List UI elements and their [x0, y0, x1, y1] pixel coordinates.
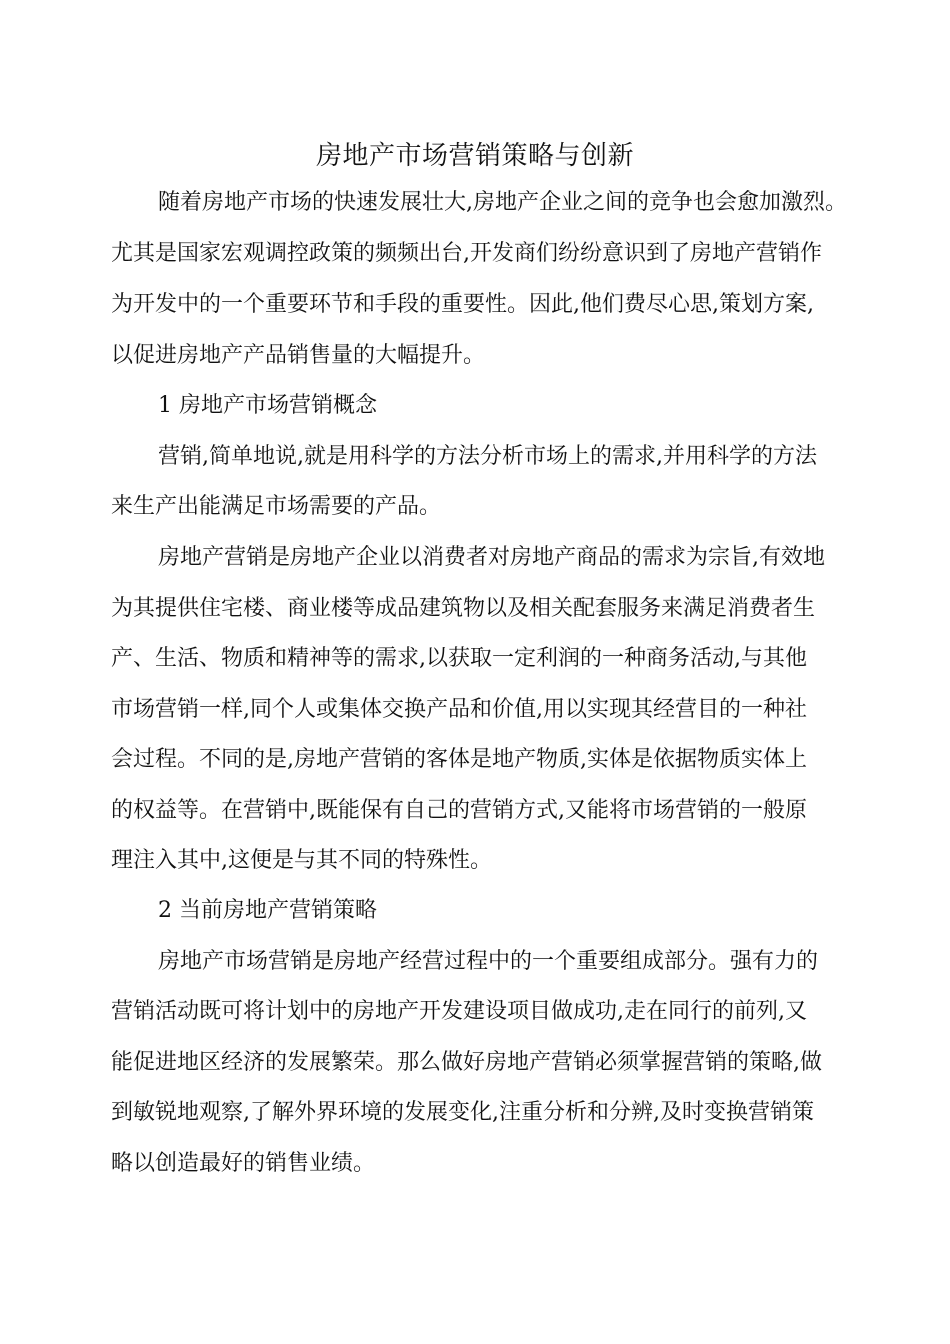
paragraph-1-line-2: 尤其是国家宏观调控政策的频频出台,开发商们纷纷意识到了房地产营销作: [111, 241, 822, 266]
section-heading-2: 2 当前房地产营销策略: [158, 898, 377, 923]
paragraph-1-line-4: 以促进房地产产品销售量的大幅提升。: [111, 343, 486, 368]
paragraph-3-line-5: 会过程。不同的是,房地产营销的客体是地产物质,实体是依据物质实体上: [111, 747, 807, 772]
paragraph-4-line-5: 略以创造最好的销售业绩。: [111, 1151, 376, 1176]
paragraph-3-line-1: 房地产营销是房地产企业以消费者对房地产商品的需求为宗旨,有效地: [158, 545, 825, 570]
paragraph-3-line-4: 市场营销一样,同个人或集体交换产品和价值,用以实现其经营目的一种社: [111, 697, 807, 722]
paragraph-4-line-3: 能促进地区经济的发展繁荣。那么做好房地产营销必须掌握营销的策略,做: [111, 1050, 822, 1075]
paragraph-3-line-2: 为其提供住宅楼、商业楼等成品建筑物以及相关配套服务来满足消费者生: [111, 596, 816, 621]
paragraph-4-line-1: 房地产市场营销是房地产经营过程中的一个重要组成部分。强有力的: [158, 949, 819, 974]
section-heading-1: 1 房地产市场营销概念: [158, 393, 377, 418]
paragraph-1-line-3: 为开发中的一个重要环节和手段的重要性。因此,他们费尽心思,策划方案,: [111, 292, 814, 317]
paragraph-3-line-6: 的权益等。在营销中,既能保有自己的营销方式,又能将市场营销的一般原: [111, 798, 807, 823]
paragraph-3-line-3: 产、生活、物质和精神等的需求,以获取一定利润的一种商务活动,与其他: [111, 646, 807, 671]
document-title: 房地产市场营销策略与创新: [315, 141, 634, 171]
paragraph-2-line-2: 来生产出能满足市场需要的产品。: [111, 494, 442, 519]
paragraph-4-line-2: 营销活动既可将计划中的房地产开发建设项目做成功,走在同行的前列,又: [111, 999, 807, 1024]
paragraph-2-line-1: 营销,简单地说,就是用科学的方法分析市场上的需求,并用科学的方法: [158, 444, 817, 469]
paragraph-3-line-7: 理注入其中,这便是与其不同的特殊性。: [111, 848, 492, 873]
paragraph-1-line-1: 随着房地产市场的快速发展壮大,房地产企业之间的竞争也会愈加激烈。: [158, 190, 847, 215]
paragraph-4-line-4: 到敏锐地观察,了解外界环境的发展变化,注重分析和分辨,及时变换营销策: [111, 1100, 814, 1125]
